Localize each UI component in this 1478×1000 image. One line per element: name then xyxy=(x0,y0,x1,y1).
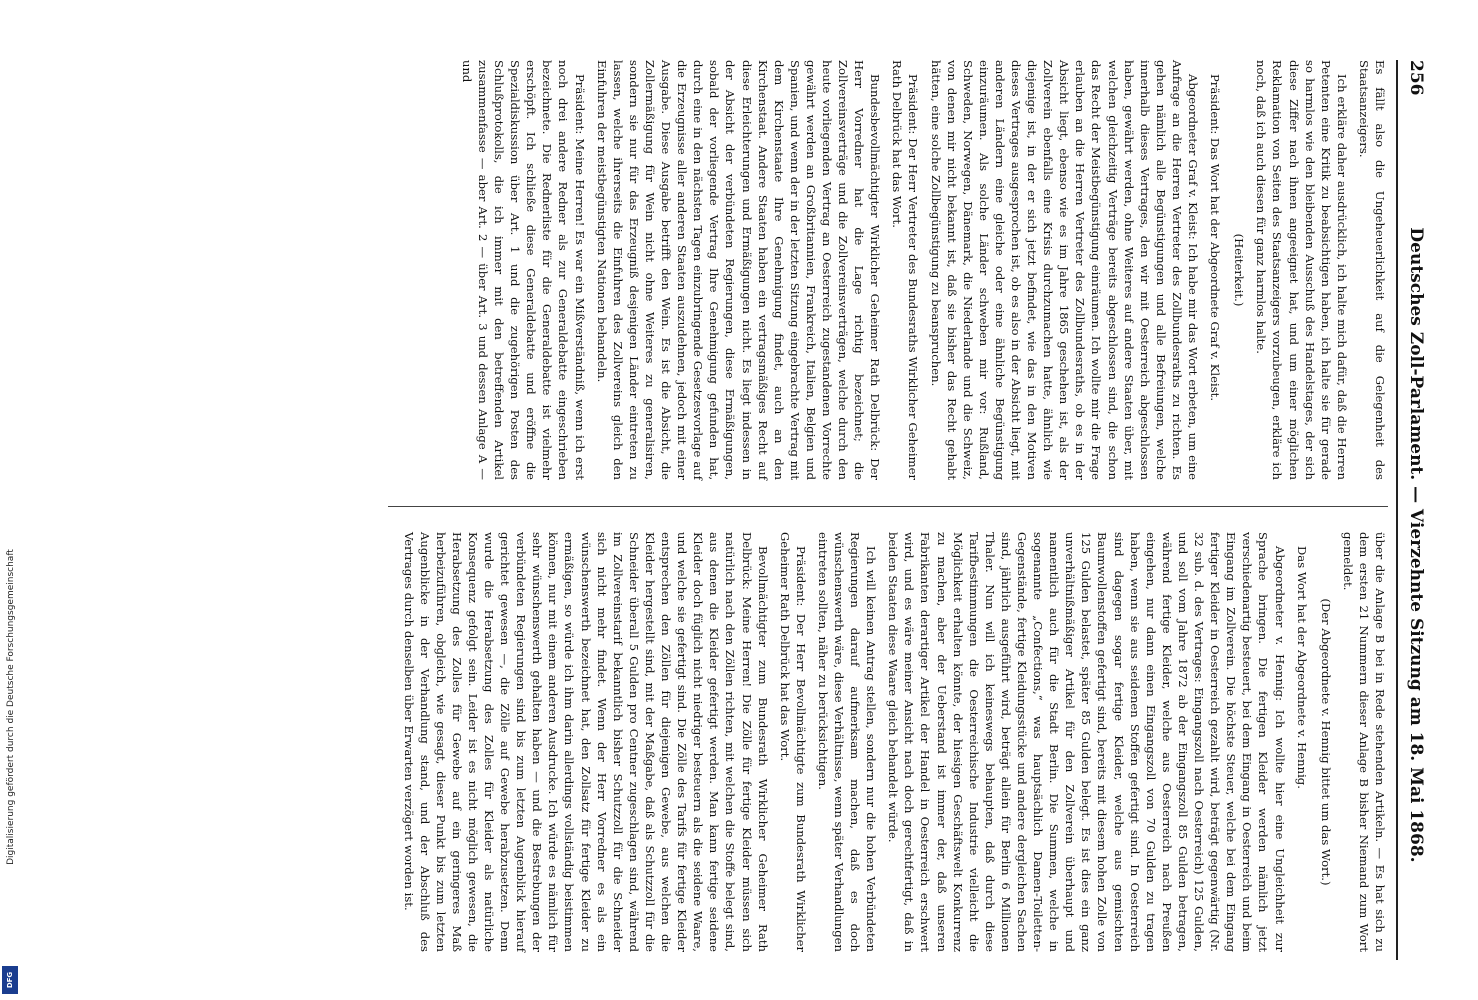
paragraph: Bundesbevollmächtigter Wirklicher Geheimer Rath Delbrück: Der Herr Vorredner hat die Lage richtig bezeichnet; die Zollvereinsverträge und die Zollvereinsverträgen, welche durch den heute vorliegenden Vertrag an Oesterreich zugestandenen Vorrechte gewährt werden an Großbritannien, Frankreich, Italien, Belgien und Spanien, und wenn der in der letzten Sitzung eingebrachte Vertrag mit dem Kirchenstaate Ihre Genehmigung findet, auch an den Kirchenstaat. Andere Staaten haben ein vertragsmäßiges Recht auf diese Erleichterungen und Ermäßigungen nicht. Es liegt indessen in der Absicht der verbündeten Regierungen, diese Ermäßigungen, sobald der vorliegende Vertrag Ihre Genehmigung gefunden hat, durch eine in den nächsten Tagen einzubringende Gesetzesvorlage auf die Erzeugnisse aller anderen Staaten auszudehnen, jedoch mit einer Ausgabe. Diese Ausgabe betrifft den Wein. Es ist die Absicht, die Zollermäßigung für Wein nicht ohne Weiteres zu generalisiren, sondern sie nur für das Erzeugniß desjenigen Länder eintreten zu lassen, welche ihrerseits die Einfuhren des Zollvereins gleich den Einfuhren der meistbegünstigten Nationen behandeln. xyxy=(594,60,883,480)
paragraph: Ich will keinen Antrag stellen, sondern nur die hohen Verbündeten Regierungen darauf aufmerksam machen, daß es doch wünschenswerth wäre, diese Verhältnisse, wenn später Verhandlungen eintreten sollten, näher zu berücksichtigen. xyxy=(815,532,879,952)
paragraph: Bevollmächtigter zum Bundesrath Wirklicher Geheimer Rath Delbrück: Meine Herren! Die Zölle für fertige Kleider müssen sich natürlich nach den Zöllen richten, mit welchen die Stoffe belegt sind, aus denen die Kleider gefertigt werden. Man kann fertige seidene Kleider doch füglich nicht niedriger besteuern als die seidene Waare, und welche sie gefertigt sind. Die Zölle des Tarifs für fertige Kleider entsprechen den Zöllen für diejenigen Gewebe, aus welchen die Kleider hergestellt sind, mit der Maßgabe, daß als Schutzzoll für die Schneider überall 5 Gulden pro Centner zugeschlagen sind, während im Zollvereinstarif bekanntlich bisher Schutzzoll für die Schneider sich nicht mehr findet. Wenn der Herr Vorredner es als ein wünschenswerth bezeichnet hat, den Zollsatz für fertige Kleider zu ermäßigen, so würde ich ihm darin allerdings vollständig beistimmen können, nur mit einem anderen Ausdrucke. Ich würde es nämlich für sehr wünschenswerth gehalten haben — und die Bestrebungen der verbündeten Regierungen sind bis zum letzten Augenblick hierauf gerichtet gewesen —, die Zölle auf Gewebe herabzusetzen. Denn wurde die Herabsetzung des Zolles für Kleider als natürliche Konsequenz gefolgt sein. Leider ist es nicht möglich gewesen, die Herabsetzung des Zolles für Gewebe auf ein geringeres Maß herbeizuführen, obgleich, wie gesagt, dieser Punkt bis zum letzten Augenblicke in der Verhandlung stand, und der Abschluß des Vertrages durch denselben über Erwarten verzögert worden ist. xyxy=(401,532,770,952)
page-number: 256 xyxy=(1406,60,1426,96)
paragraph: Präsident: Der Herr Bevollmächtigte zum Bundesrath Wirklicher Geheimer Rath Delbrück hat das Wort. xyxy=(777,532,808,952)
paragraph: Präsident: Das Wort hat der Abgeordnete Graf v. Kleist. xyxy=(1208,74,1223,402)
running-head xyxy=(1396,60,1432,960)
paragraph: Es fällt also die Ungeheuerlichkeit auf die Gelegenheit des Staatsanzeigers. xyxy=(1356,60,1387,480)
stage-direction: (Heiterkeit.) xyxy=(1232,233,1247,307)
paragraph: Das Wort hat der Abgeordnete v. Hennig. xyxy=(1294,546,1309,789)
paragraph: Ich erkläre daher ausdrücklich, ich halte mich dafür, daß die Herren Petenten eine Kritik zu beabsichtigen haben, ich halte sie für gerade so harmlos wie den bleibenden Ausschuß des Handelstages, der sich diese Ziffer nach ihnen angeeignet hat, und um einer möglichen Reklamation von Seiten des Staatsanzeigers vorzubeugen, erkläre ich noch, daß ich auch diesen für ganz harmlos halte. xyxy=(1254,60,1349,480)
stage-direction: (Der Abgeordnete v. Hennig bittet um das Wort.) xyxy=(1318,598,1333,886)
dfg-logo-text: DFG xyxy=(6,971,14,989)
newspaper-page xyxy=(120,40,1440,980)
right-column xyxy=(394,532,1388,952)
paragraph: Präsident: Der Herr Vertreter des Bundesraths Wirklicher Geheimer Rath Delbrück hat das Wort. xyxy=(890,60,921,480)
page-title: Deutsches Zoll-Parlament. — Vierzehnte Sitzung am 18. Mai 1868. xyxy=(1406,227,1426,863)
paragraph: über die Anlage B bei in Rede stehenden Artikeln. — Es hat sich zu dem ersten 21 Nummern dieser Anlage B bisher Niemand zum Wort gemeldet. xyxy=(1340,532,1387,952)
dfg-logo xyxy=(2,966,18,994)
paragraph: Präsident: Meine Herren! Es war ein Mißverständniß, wenn ich erst noch drei andere Redner als zur Generaldebatte eingeschrieben bezeichnete. Die Rednerliste für die Generaldebatte ist vielmehr erschöpft. Ich schließe diese Generaldebatte und eröffne die Spezialdiskussion über Art. 1 und die zugehörigen Posten des Schlußprotokolls, die ich immer mit den betreffenden Artikel zusammenfasse — aber Art. 2 — über Art. 3 und dessen Anlage A — und xyxy=(459,60,587,480)
paragraph: Abgeordneter Graf v. Kleist: Ich habe mir das Wort erbeten, um eine Anfrage an die Herren Vertreter des Zollbundesraths zu richten. Es gehen nämlich alle Begünstigungen und alle Befreiungen, welche innerhalb dieses Vertrages, den wir mit Oesterreich abgeschlossen haben, gewährt werden, ohne Weiteres auf andere Staaten über, mit welchen gleichzeitig Verträge bereits abgeschlossen sind, die schon das Recht der Meistbegünstigung einräumen. Ich wollte mir die Frage erlauben an die Herren Vertreter des Zollbundesraths, ob es in der Absicht liegt, ebenso wie es im Jahre 1865 geschehen ist, als der Zollverein ebenfalls eine Krisis durchzumachen hatte, ähnlich wie diejenige ist, in der er sich jetzt befindet, wie das in den Motiven dieses Vertrages ausgesprochen ist, ob es also in der Absicht liegt, mit anderen Ländern eine gleiche oder eine ähnliche Begünstigung einzuräumen. Als solche Länder schweben mir vor: Rußland, Schweden, Norwegen, Dänemark, die Niederlande und die Schweiz, von denen mir nicht bekannt ist, daß sie bisher das Recht gehabt hätten, eine solche Zollbegünstigung zu beanspruchen. xyxy=(928,60,1201,480)
column-divider xyxy=(388,506,1388,507)
digitization-strip xyxy=(4,430,18,990)
digitization-note: Digitalisierung gefördert durch die Deutsche Forschungsgemeinschaft xyxy=(6,549,16,865)
paragraph: Abgeordneter v. Hennig: Ich wollte hier eine Ungleichheit zur Sprache bringen. Die fertigen Kleider werden nämlich jetzt verschiedenartig besteuert, bei dem Eingang in Oesterreich und beim Eingang im Zollverein. Die höchste Steuer, welche bei dem Eingang fertiger Kleider in Oesterreich gezahlt wird, beträgt gegenwärtig (Nr. 32 sub. d. des Vertrages: Eingangszoll nach Oesterreich) 125 Gulden, und soll vom Jahre 1872 ab der Eingangszoll 85 Gulden betragen, während fertige Kleider, welche aus Oesterreich nach Preußen eingehen, nur dann einen Eingangszoll von 70 Gulden zu tragen haben, wenn sie aus seidenen Stoffen gefertigt sind. In Oesterreich sind dagegen sogar fertige Kleider, welche aus gemischten Baumwollenstoffen gefertigt sind, bereits mit diesem hohen Zolle von 125 Gulden belastet, später 85 Gulden belegt. Es ist dies ein ganz unverhältnißmäßiger Artikel für den Zollverein überhaupt und namentlich auch für die Stadt Berlin. Die Summen, welche in sogenannte „Confections,“ was hauptsächlich Damen-Toiletten-Gegenstände, fertige Kleidungsstücke und andere dergleichen Sachen sind, jährlich ausgeführt wird, beträgt allein für Berlin 6 Millionen Thaler. Nun will ich keineswegs behaupten, daß durch diese Tarifbestimmungen die Oesterreichische Industrie vielleicht die Möglichkeit erhalten könnte, der hiesigen Geschäftswelt Konkurrenz zu machen, aber der Ueberstand ist immer der, daß unseren Fabrikanten derartiger Artikel der Handel in Oesterreich erschwert wird, und es wäre meiner Ansicht nach doch gerechtfertigt, daß in beiden Staaten diese Waare gleich behandelt würde. xyxy=(886,532,1287,952)
left-column xyxy=(453,60,1388,480)
